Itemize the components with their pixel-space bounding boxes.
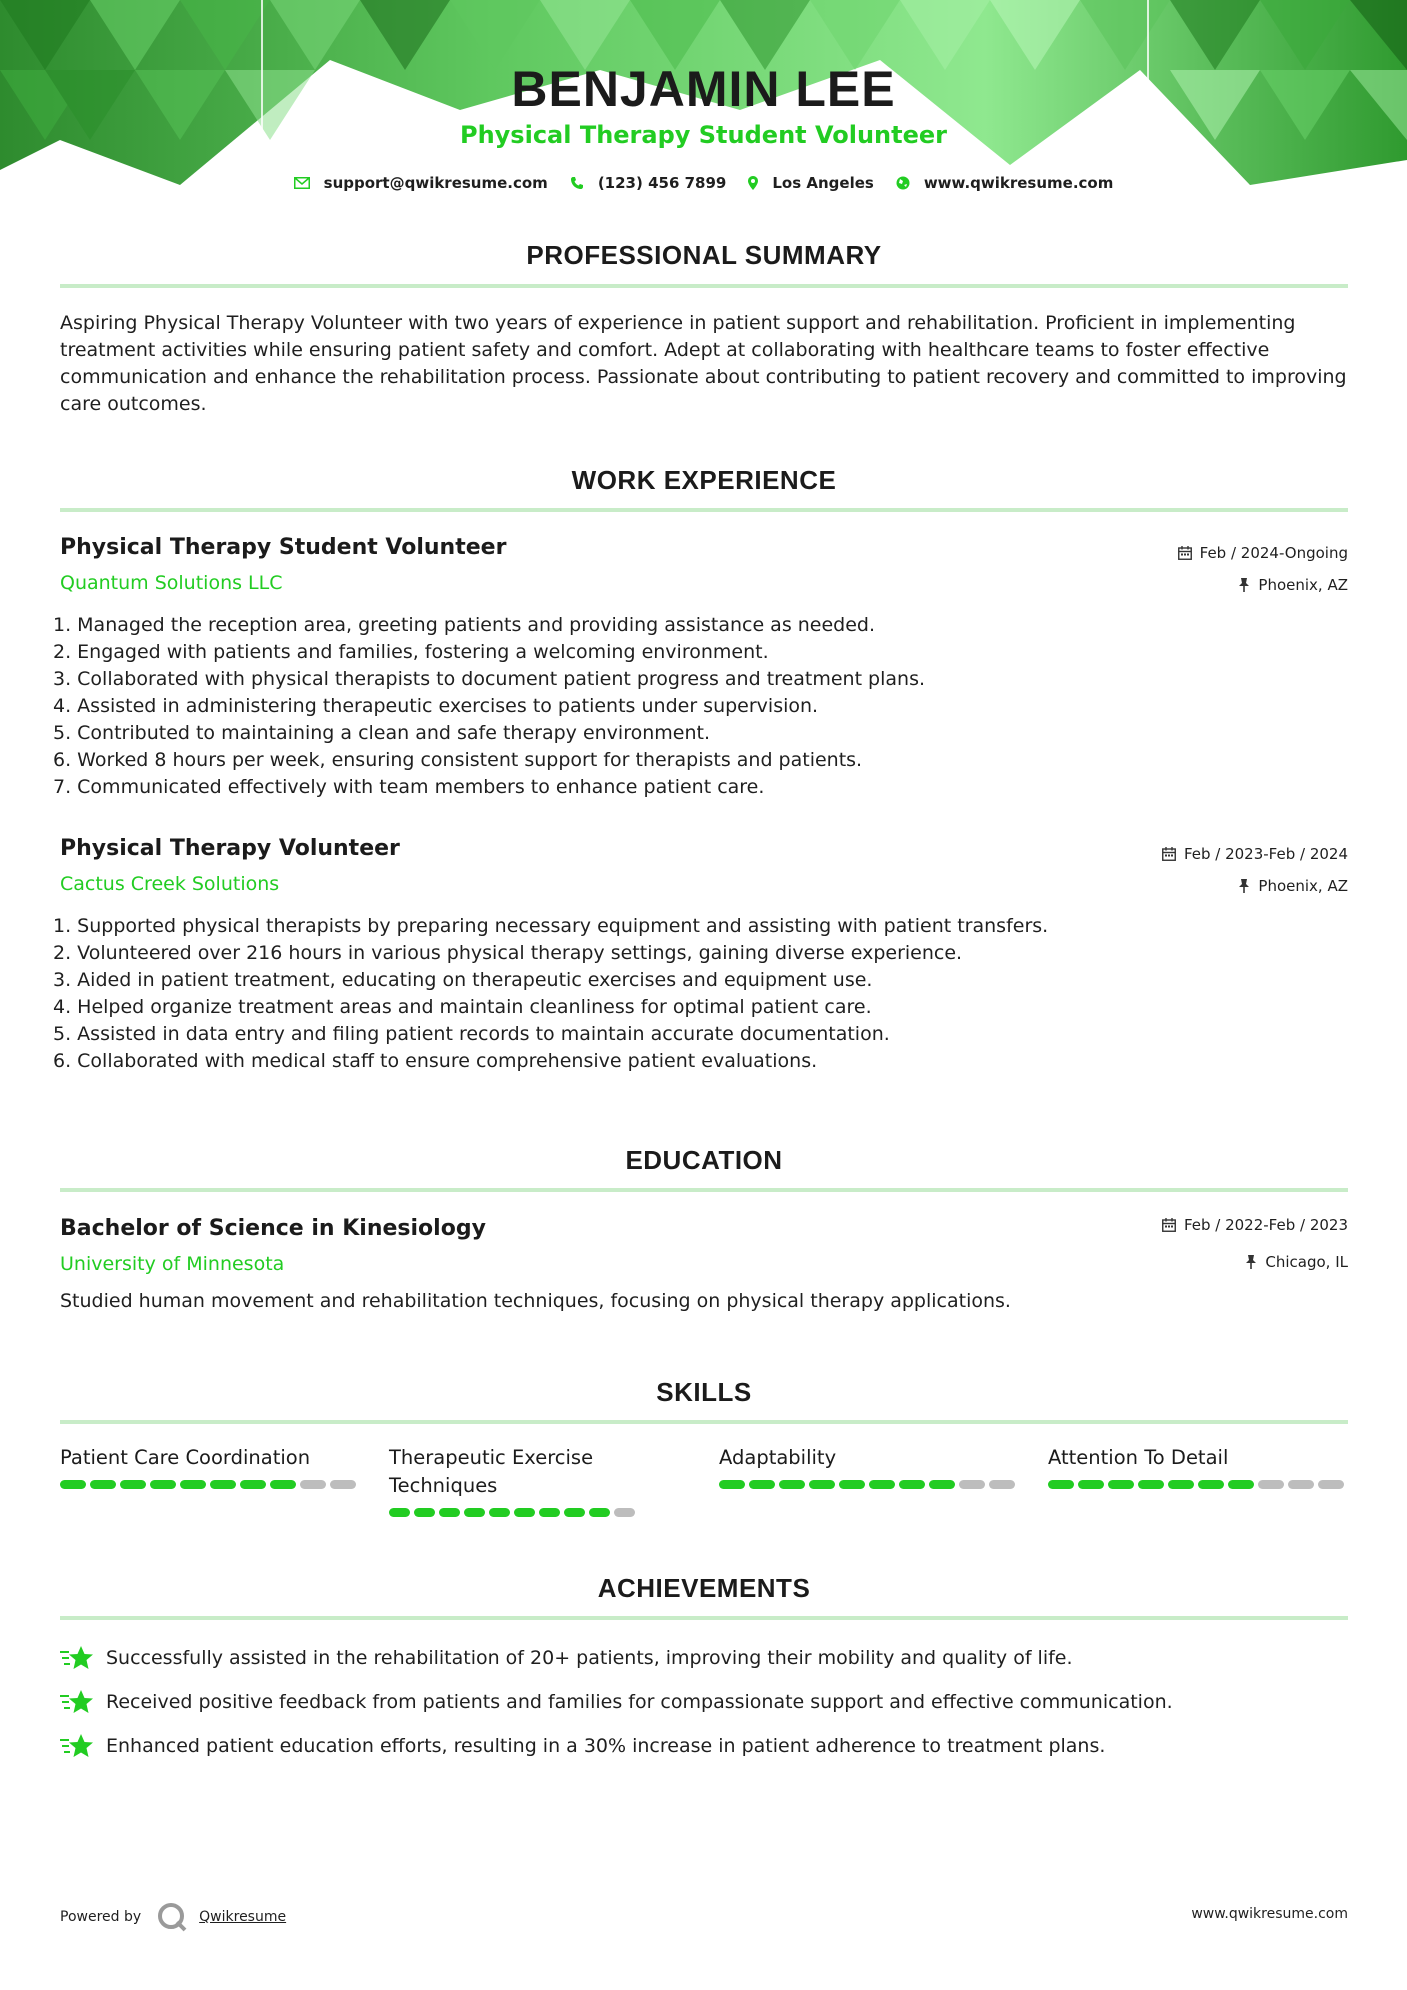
footer-website[interactable]: www.qwikresume.com [1191, 1906, 1348, 1922]
rating-dot-filled [869, 1480, 895, 1489]
job-date-text: Feb / 2024-Ongoing [1199, 544, 1348, 562]
rating-dot-empty [959, 1480, 985, 1489]
calendar-icon [1178, 546, 1192, 560]
footer-powered-by [60, 1902, 286, 1932]
candidate-name: BENJAMIN LEE [511, 61, 896, 117]
skill-item [389, 1444, 639, 1517]
achievement-text: Enhanced patient education efforts, resulting in a 30% increase in patient adherence to treatment plans. [106, 1735, 1106, 1757]
rating-dot-empty [1258, 1480, 1284, 1489]
contact-phone[interactable] [570, 174, 727, 192]
rating-dot-filled [1048, 1480, 1074, 1489]
education-heading: EDUCATION [625, 1145, 783, 1175]
achievements-rule [60, 1616, 1348, 1620]
job-location [1238, 877, 1348, 895]
skill-item [1048, 1444, 1348, 1489]
rating-dot-filled [90, 1480, 116, 1489]
job-date-text: Feb / 2023-Feb / 2024 [1183, 845, 1348, 863]
job-company: Cactus Creek Solutions [60, 873, 280, 895]
rating-dot-empty [330, 1480, 356, 1489]
job-company: Quantum Solutions LLC [60, 572, 283, 594]
skill-rating [60, 1480, 360, 1489]
skills-heading: SKILLS [656, 1377, 752, 1407]
calendar-icon [1162, 847, 1176, 861]
rating-dot-filled [489, 1508, 510, 1517]
list-item: 4. Assisted in administering therapeutic exercises to patients under supervision. [53, 695, 819, 717]
rating-dot-filled [180, 1480, 206, 1489]
phone-icon [570, 176, 584, 190]
list-item: 7. Communicated effectively with team members to enhance patient care. [53, 776, 765, 798]
qwikresume-logo-icon [157, 1902, 187, 1932]
contact-website[interactable] [896, 174, 1114, 192]
contact-email[interactable] [294, 174, 548, 192]
job-location [1238, 576, 1348, 594]
education-description: Studied human movement and rehabilitation techniques, focusing on physical therapy applications. [60, 1290, 1011, 1312]
summary-rule [60, 284, 1348, 288]
envelope-icon [294, 177, 310, 189]
list-item: 2. Engaged with patients and families, fostering a welcoming environment. [53, 641, 769, 663]
job-location-text: Phoenix, AZ [1258, 877, 1348, 895]
pushpin-icon [1238, 879, 1250, 893]
skill-rating [1048, 1480, 1348, 1489]
rating-dot-filled [539, 1508, 560, 1517]
list-item: 4. Helped organize treatment areas and maintain cleanliness for optimal patient care. [53, 996, 872, 1018]
qwikresume-link[interactable]: Qwikresume [199, 1909, 287, 1925]
education-rule [60, 1188, 1348, 1192]
location-text: Los Angeles [772, 174, 874, 192]
list-item: 3. Collaborated with physical therapists to document patient progress and treatment plans. [53, 668, 926, 690]
list-item: 1. Supported physical therapists by preparing necessary equipment and assisting with patient transfers. [53, 915, 1049, 937]
job-bullet-list [53, 612, 1343, 801]
skill-rating [719, 1480, 1019, 1489]
calendar-icon [1162, 1218, 1176, 1232]
achievements-heading: ACHIEVEMENTS [597, 1573, 811, 1603]
rating-dot-empty [614, 1508, 635, 1517]
education-location [1245, 1253, 1348, 1271]
list-item: 3. Aided in patient treatment, educating on therapeutic exercises and equipment use. [53, 969, 873, 991]
list-item: 2. Volunteered over 216 hours in various physical therapy settings, gaining diverse experience. [53, 942, 963, 964]
skills-rule [60, 1420, 1348, 1424]
skill-name: Attention To Detail [1048, 1446, 1229, 1469]
achievement-item [60, 1644, 1073, 1672]
rating-dot-filled [270, 1480, 296, 1489]
job-date [1162, 845, 1348, 863]
rating-dot-filled [779, 1480, 805, 1489]
degree-title: Bachelor of Science in Kinesiology [60, 1216, 486, 1241]
contact-location [748, 174, 873, 192]
job-title: Physical Therapy Volunteer [60, 836, 400, 861]
experience-heading: WORK EXPERIENCE [571, 465, 837, 495]
school-name: University of Minnesota [60, 1253, 285, 1275]
achievement-text: Received positive feedback from patients and families for compassionate support and effective communication. [106, 1691, 1173, 1713]
rating-dot-filled [120, 1480, 146, 1489]
rating-dot-filled [514, 1508, 535, 1517]
star-icon [60, 1732, 94, 1760]
job-bullet-list [53, 913, 1343, 1075]
summary-heading: PROFESSIONAL SUMMARY [526, 240, 882, 270]
rating-dot-filled [389, 1508, 410, 1517]
email-text: support@qwikresume.com [323, 174, 548, 192]
list-item: 6. Collaborated with medical staff to ensure comprehensive patient evaluations. [53, 1050, 818, 1072]
powered-by-label: Powered by [60, 1909, 142, 1925]
list-item: 6. Worked 8 hours per week, ensuring consistent support for therapists and patients. [53, 749, 863, 771]
list-item: 5. Assisted in data entry and filing patient records to maintain accurate documentation. [53, 1023, 890, 1045]
rating-dot-filled [564, 1508, 585, 1517]
skill-name: Therapeutic Exercise Techniques [389, 1446, 594, 1497]
rating-dot-filled [464, 1508, 485, 1517]
star-icon [60, 1688, 94, 1716]
rating-dot-filled [749, 1480, 775, 1489]
rating-dot-filled [1108, 1480, 1134, 1489]
website-text: www.qwikresume.com [923, 174, 1114, 192]
rating-dot-filled [439, 1508, 460, 1517]
rating-dot-filled [1078, 1480, 1104, 1489]
rating-dot-empty [1318, 1480, 1344, 1489]
rating-dot-filled [414, 1508, 435, 1517]
skill-rating [389, 1508, 639, 1517]
rating-dot-filled [150, 1480, 176, 1489]
job-title: Physical Therapy Student Volunteer [60, 535, 507, 560]
rating-dot-filled [809, 1480, 835, 1489]
rating-dot-filled [240, 1480, 266, 1489]
candidate-title: Physical Therapy Student Volunteer [459, 121, 947, 149]
phone-text: (123) 456 7899 [597, 174, 727, 192]
experience-rule [60, 508, 1348, 512]
rating-dot-filled [1138, 1480, 1164, 1489]
rating-dot-empty [989, 1480, 1015, 1489]
pushpin-icon [1238, 578, 1250, 592]
education-date-text: Feb / 2022-Feb / 2023 [1183, 1216, 1348, 1234]
contact-bar [0, 174, 1407, 192]
rating-dot-filled [1228, 1480, 1254, 1489]
rating-dot-filled [589, 1508, 610, 1517]
skill-name: Patient Care Coordination [60, 1446, 311, 1469]
skill-item [719, 1444, 1019, 1489]
rating-dot-filled [60, 1480, 86, 1489]
skill-name: Adaptability [719, 1446, 837, 1469]
globe-icon [896, 176, 910, 190]
rating-dot-filled [210, 1480, 236, 1489]
achievement-item [60, 1732, 1105, 1760]
rating-dot-filled [719, 1480, 745, 1489]
rating-dot-filled [839, 1480, 865, 1489]
achievement-item [60, 1688, 1173, 1716]
map-pin-icon [748, 176, 758, 190]
education-location-text: Chicago, IL [1265, 1253, 1348, 1271]
list-item: 5. Contributed to maintaining a clean and safe therapy environment. [53, 722, 710, 744]
skill-item [60, 1444, 360, 1489]
rating-dot-empty [1288, 1480, 1314, 1489]
job-date [1178, 544, 1348, 562]
achievement-text: Successfully assisted in the rehabilitation of 20+ patients, improving their mobility and quality of life. [106, 1647, 1073, 1669]
rating-dot-empty [300, 1480, 326, 1489]
pushpin-icon [1245, 1255, 1257, 1269]
rating-dot-filled [1198, 1480, 1224, 1489]
education-date [1162, 1216, 1348, 1234]
job-location-text: Phoenix, AZ [1258, 576, 1348, 594]
list-item: 1. Managed the reception area, greeting patients and providing assistance as needed. [53, 614, 876, 636]
star-icon [60, 1644, 94, 1672]
rating-dot-filled [929, 1480, 955, 1489]
rating-dot-filled [1168, 1480, 1194, 1489]
summary-text: Aspiring Physical Therapy Volunteer with two years of experience in patient support and rehabilitation. Proficient in implementing treatment activities while ensuring patient safety and comfort. Adept at collaborating with healthcare teams to foster effective communication and enhance the rehabilitation process. Passionate about contributing to patient recovery and committed to improving care outcomes. [60, 312, 1347, 415]
rating-dot-filled [899, 1480, 925, 1489]
